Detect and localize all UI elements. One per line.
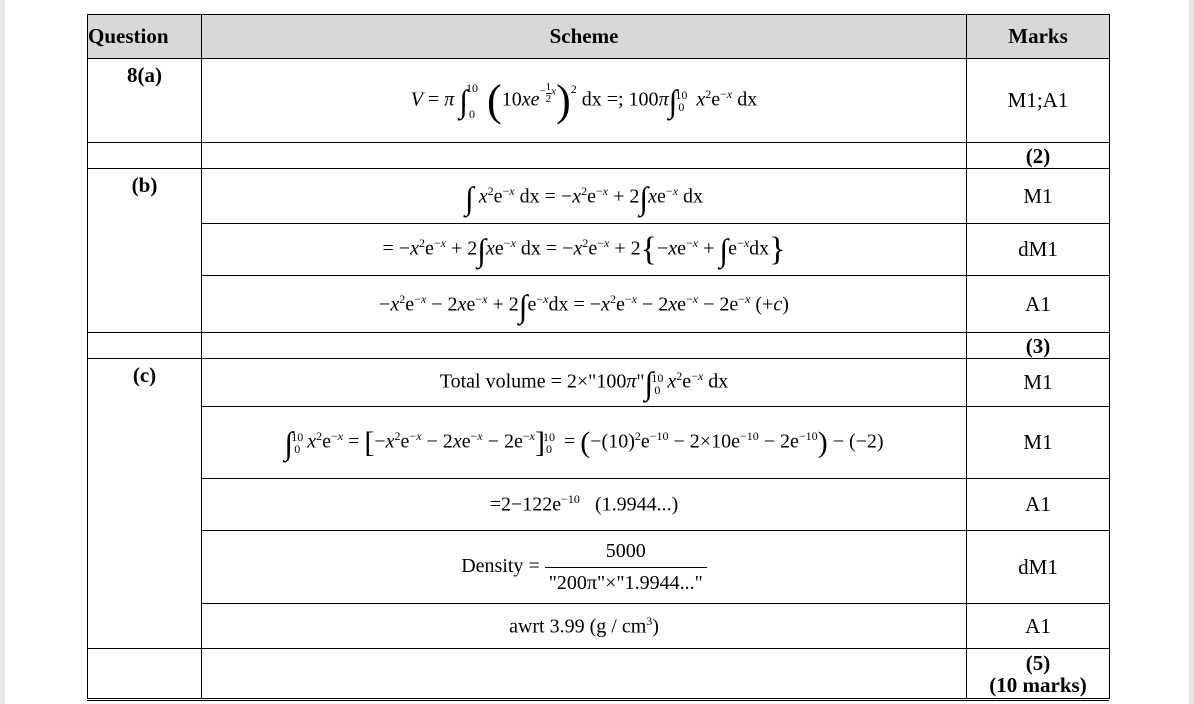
part-c-subtotal-row bbox=[88, 649, 1110, 699]
part-c-line-1: Total volume = 2×"100π"∫ 10 0 $x^2e^{-x}$ dx bbox=[202, 359, 967, 407]
part-b-line-1: ∫ $x^2e^{-x}$ dx = $-x^2e^{-x} + 2\int xe^{-x}$ dx bbox=[202, 169, 967, 224]
part-c-mark-2: M1 bbox=[967, 407, 1110, 479]
part-b-line-3: $-x^2e^{-x} - 2xe^{-x} + 2\int e^{-x}dx = -x^2e^{-x} - 2xe^{-x} - 2e^{-x}$ (+c) bbox=[202, 276, 967, 333]
part-b-row-2 bbox=[88, 224, 1110, 276]
total-volume-label: Total volume bbox=[439, 371, 546, 394]
part-b-subtotal-row bbox=[88, 333, 1110, 359]
part-a-subtotal-row bbox=[88, 143, 1110, 169]
part-c-line-2: ∫ 10 0 $x^2e^{-x} = [-x^2e^{-x} - 2xe^{-x} - 2e^{-x}]$ 10 0 = $(-(10)^2e^{-10} - 2\times 10e^{-10} - 2e^{-10}) - (-2)$ bbox=[202, 407, 967, 479]
part-c-row-4 bbox=[88, 531, 1110, 604]
part-b-mark-2: dM1 bbox=[967, 224, 1110, 276]
part-a-mark: M1;A1 bbox=[967, 59, 1110, 143]
header-question: Question bbox=[88, 15, 202, 59]
part-a-row bbox=[88, 59, 1110, 143]
part-a-scheme: V = π ∫ 10 0 (10xe − $\frac{1}{2}$ x )$^2$ dx =; 100π∫ 10 0 $x^2e^{-x}$ dx bbox=[202, 59, 967, 143]
density-label: Density bbox=[461, 554, 524, 577]
part-c-line-4: Density = $\frac{5000}{"200\pi"\times"1.9944..."}$ bbox=[202, 531, 967, 604]
density-fraction bbox=[545, 540, 707, 595]
part-a-label: 8(a) bbox=[88, 59, 202, 143]
part-b-line-2: = $-x^2e^{-x} + 2\int xe^{-x}$ dx = $-x^2e^{-x} + 2\{-xe^{-x} + \int e^{-x}dx\}$ bbox=[202, 224, 967, 276]
part-c-line-5: awrt 3.99 $(g / cm^3)$ bbox=[202, 604, 967, 649]
part-a-subtotal: (2) bbox=[967, 143, 1110, 169]
part-c-mark-5: A1 bbox=[967, 604, 1110, 649]
part-b-row-3 bbox=[88, 276, 1110, 333]
bottom-rule bbox=[87, 700, 1109, 701]
page-edge-right bbox=[1189, 0, 1194, 704]
header-scheme: Scheme bbox=[202, 15, 967, 59]
header-marks: Marks bbox=[967, 15, 1110, 59]
part-c-row-2 bbox=[88, 407, 1110, 479]
part-b-mark-3: A1 bbox=[967, 276, 1110, 333]
part-b-mark-1: M1 bbox=[967, 169, 1110, 224]
part-b-subtotal: (3) bbox=[967, 333, 1110, 359]
part-c-line-3: $=2-122e^{-10}$ (1.9944...) bbox=[202, 479, 967, 531]
header-row bbox=[88, 15, 1110, 59]
total-marks: (10 marks) bbox=[989, 672, 1087, 697]
part-c-subtotal bbox=[967, 649, 1110, 699]
mark-scheme-table bbox=[87, 14, 1110, 699]
part-c-subtotal-value: (5) bbox=[1025, 650, 1051, 675]
part-c-mark-3: A1 bbox=[967, 479, 1110, 531]
part-c-mark-1: M1 bbox=[967, 359, 1110, 407]
density-denominator: "200π"×"1.9944..." bbox=[548, 571, 703, 594]
part-c-row-5 bbox=[88, 604, 1110, 649]
density-numerator: 5000 bbox=[545, 540, 707, 568]
part-b-label: (b) bbox=[88, 169, 202, 333]
part-b-row-1 bbox=[88, 169, 1110, 224]
part-c-row-3 bbox=[88, 479, 1110, 531]
part-c-label: (c) bbox=[88, 359, 202, 649]
part-c-mark-4: dM1 bbox=[967, 531, 1110, 604]
page-edge-left bbox=[0, 0, 5, 704]
part-c-row-1 bbox=[88, 359, 1110, 407]
